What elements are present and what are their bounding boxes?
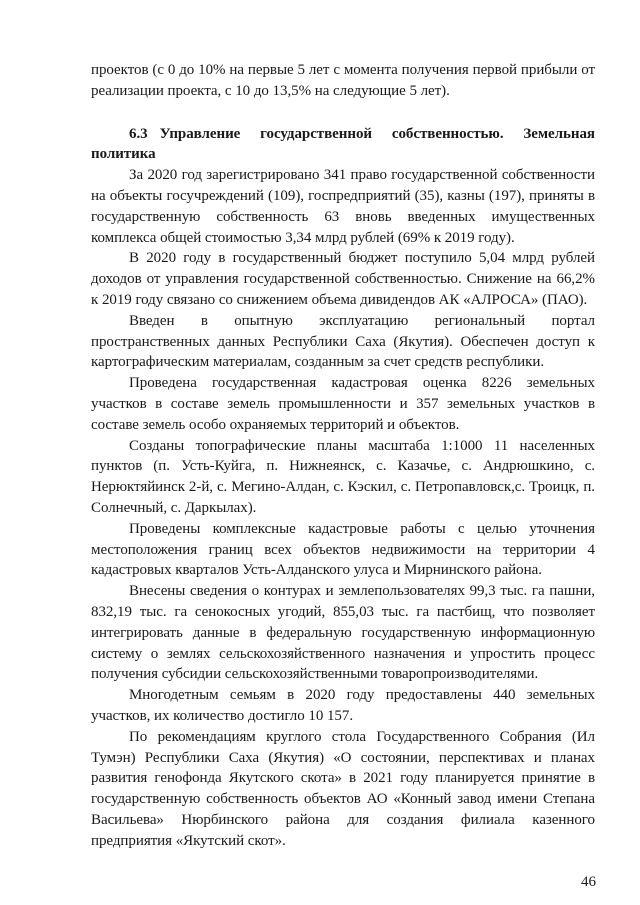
section-number: 6.3 (129, 125, 148, 142)
paragraph-land-contours: Внесены сведения о контурах и землепользователях 99,3 тыс. га пашни, 832,19 тыс. га сенокосных угодий, 855,03 тыс. га пастбищ, что позволяет интегрировать данные в федеральную государственную информационную систему о землях сельскохозяйственного назначения и упростить процесс получения субсидии сельскохозяйственными товаропроизводителями. (91, 583, 595, 683)
page-content (91, 60, 595, 851)
paragraph-budget-income: В 2020 году в государственный бюджет поступило 5,04 млрд рублей доходов от управления государственной собственностью. Снижение на 66,2% к 2019 году связано со снижением объема дивидендов АК «АЛРОСА» (ПАО). (91, 250, 595, 308)
section-title: Управление государственной собственностью. Земельная политика (91, 125, 595, 163)
paragraph-large-families: Многодетным семьям в 2020 году предоставлены 440 земельных участков, их количество достигло 10 157. (91, 687, 595, 724)
intro-paragraph: проектов (с 0 до 10% на первые 5 лет с момента получения первой прибыли от реализации проекта, с 10 до 13,5% на следующие 5 лет). (91, 62, 595, 99)
paragraph-cadastral-valuation: Проведена государственная кадастровая оценка 8226 земельных участков в составе земель промышленности и 357 земельных участков в составе земель особо охраняемых территорий и объектов. (91, 375, 595, 433)
paragraph-horse-farm: По рекомендациям круглого стола Государственного Собрания (Ил Тумэн) Республики Саха (Якутия) «О состоянии, перспективах и планах развития генофонда Якутского скота» в 2021 году планируется принятие в государственную собственность объектов АО «Конный завод имени Степана Васильева» Нюрбинского района для создания филиала казенного предприятия «Якутский скот». (91, 728, 595, 849)
paragraph-topographic-plans: Созданы топографические планы масштаба 1:1000 11 населенных пунктов (п. Усть-Куйга, п. Нижнеянск, с. Казачье, с. Андрюшкино, с. Нерюктяйинск 2-й, с. Мегино-Алдан, с. Кэскил, с. Петропавловск,с. Троицк, п. Солнечный, с. Даркылах). (91, 437, 595, 516)
paragraph-registered-rights: За 2020 год зарегистрировано 341 право государственной собственности на объекты госучреждений (109), госпредприятий (35), казны (197), приняты в государственную собственность 63 вновь введенных имущественных комплекса общей стоимостью 3,34 млрд рублей (69% к 2019 году). (91, 167, 595, 246)
page-number: 46 (581, 874, 596, 890)
paragraph-spatial-portal: Введен в опытную эксплуатацию региональный портал пространственных данных Республики Саха (Якутия). Обеспечен доступ к картографическим материалам, созданным за счет средств республики. (91, 312, 595, 371)
section-heading (91, 124, 595, 166)
paragraph-cadastral-works: Проведены комплексные кадастровые работы с целью уточнения местоположения границ всех объектов недвижимости на территории 4 кадастровых кварталов Усть-Алданского улуса и Мирнинского района. (91, 520, 595, 579)
